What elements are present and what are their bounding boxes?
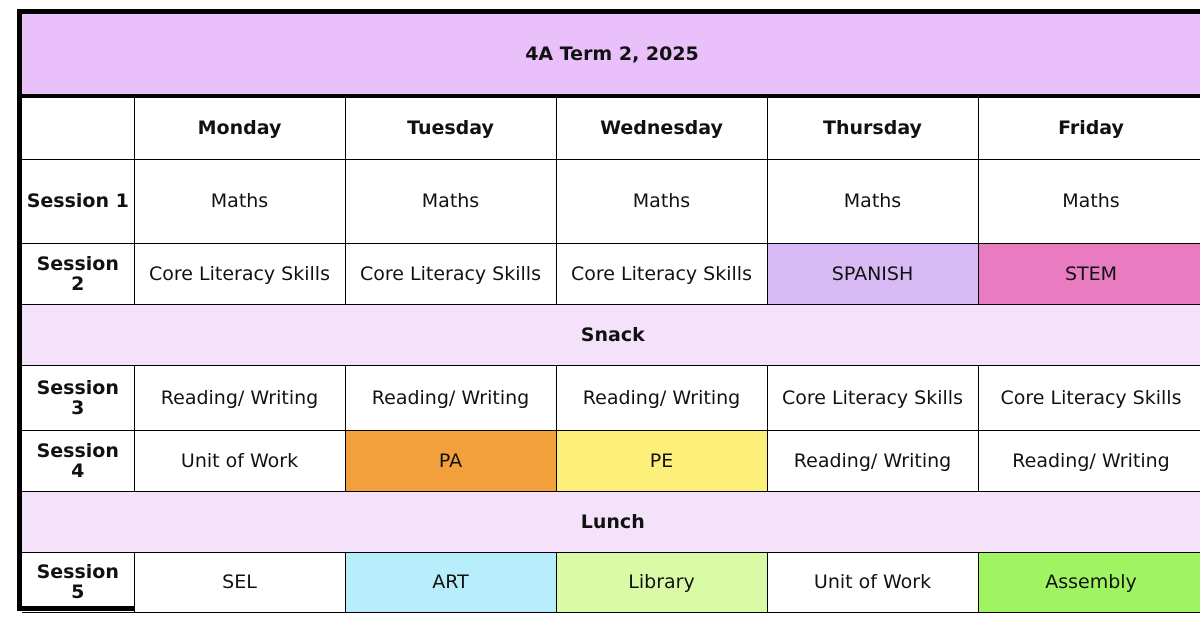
session-4-label	[22, 430, 134, 491]
session-4-label-line2: 4	[71, 459, 85, 482]
lunch-row	[22, 491, 1200, 552]
day-header-thursday: Thursday	[767, 98, 978, 159]
session-2-label	[22, 243, 134, 304]
session-5-label-line1: Session	[36, 561, 119, 583]
session-2-tuesday: Core Literacy Skills	[345, 243, 556, 304]
session-4-monday: Unit of Work	[134, 430, 345, 491]
day-header-friday: Friday	[978, 98, 1200, 159]
session-2-monday: Core Literacy Skills	[134, 243, 345, 304]
session-4-wednesday: PE	[556, 430, 767, 491]
session-5-friday: Assembly	[978, 552, 1200, 612]
session-3-wednesday: Reading/ Writing	[556, 365, 767, 430]
timetable-grid	[22, 98, 1200, 613]
session-3-label-line2: 3	[71, 396, 85, 419]
session-5-thursday: Unit of Work	[767, 552, 978, 612]
session-3-monday: Reading/ Writing	[134, 365, 345, 430]
timetable-sheet	[17, 9, 1200, 611]
lunch-break: Lunch	[22, 491, 1200, 552]
session-5-monday: SEL	[134, 552, 345, 612]
session-5-row	[22, 552, 1200, 612]
session-3-tuesday: Reading/ Writing	[345, 365, 556, 430]
session-3-row	[22, 365, 1200, 430]
day-header-row	[22, 98, 1200, 159]
day-header-wednesday: Wednesday	[556, 98, 767, 159]
session-4-label-line1: Session	[36, 439, 119, 462]
timetable-title: 4A Term 2, 2025	[22, 14, 1200, 98]
session-3-friday: Core Literacy Skills	[978, 365, 1200, 430]
session-1-friday: Maths	[978, 159, 1200, 243]
session-4-friday: Reading/ Writing	[978, 430, 1200, 491]
session-1-tuesday: Maths	[345, 159, 556, 243]
session-1-label: Session 1	[22, 159, 134, 243]
snack-row	[22, 304, 1200, 365]
day-header-tuesday: Tuesday	[345, 98, 556, 159]
snack-break: Snack	[22, 304, 1200, 365]
session-2-thursday: SPANISH	[767, 243, 978, 304]
session-2-wednesday: Core Literacy Skills	[556, 243, 767, 304]
session-3-thursday: Core Literacy Skills	[767, 365, 978, 430]
session-4-thursday: Reading/ Writing	[767, 430, 978, 491]
session-2-friday: STEM	[978, 243, 1200, 304]
session-4-row	[22, 430, 1200, 491]
session-5-tuesday: ART	[345, 552, 556, 612]
session-5-label-line2: 5	[71, 581, 85, 603]
session-5-label	[22, 552, 134, 612]
session-1-thursday: Maths	[767, 159, 978, 243]
session-3-label-line1: Session	[36, 376, 119, 399]
session-1-wednesday: Maths	[556, 159, 767, 243]
session-5-wednesday: Library	[556, 552, 767, 612]
session-1-row	[22, 159, 1200, 243]
session-3-label	[22, 365, 134, 430]
session-4-tuesday: PA	[345, 430, 556, 491]
session-2-row	[22, 243, 1200, 304]
session-2-label-line2: 2	[71, 272, 85, 295]
corner-cell	[22, 98, 134, 159]
day-header-monday: Monday	[134, 98, 345, 159]
session-2-label-line1: Session	[36, 252, 119, 275]
session-1-monday: Maths	[134, 159, 345, 243]
